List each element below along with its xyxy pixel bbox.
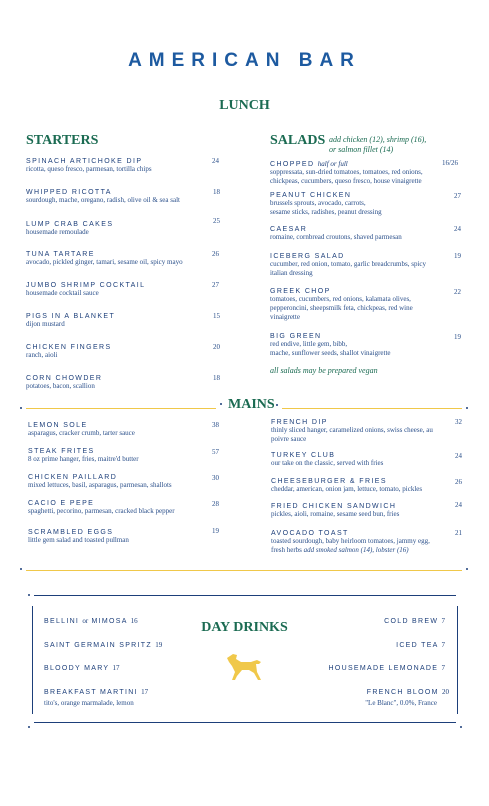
drink-price: 7 — [441, 641, 445, 649]
mains-heading: MAINS — [228, 397, 275, 412]
divider-dot — [466, 568, 468, 570]
item-desc: poivre sauce — [271, 435, 307, 443]
drinks-heading: DAY DRINKS — [201, 620, 288, 635]
menu-item — [26, 313, 115, 329]
item-desc: potatoes, bacon, scallion — [26, 382, 95, 390]
item-desc: 8 oz prime hanger, fries, maitre'd butter — [28, 455, 139, 463]
item-desc: thinly sliced hanger, caramelized onions, swiss cheese, au — [271, 426, 433, 434]
item-desc: mache, sunflower seeds, shallot vinaigrette — [270, 349, 391, 357]
item-desc: spaghetti, pecorino, parmesan, cracked black pepper — [28, 507, 175, 515]
item-name: PEANUT CHICKEN — [270, 192, 352, 199]
item-addon: add smoked salmon (14), lobster (16) — [303, 546, 409, 554]
item-name: CHOPPED — [270, 161, 315, 168]
item-desc: sourdough, mache, oregano, radish, olive oil & sea salt — [26, 196, 180, 204]
item-name: LEMON SOLE — [28, 422, 88, 429]
menu-item — [271, 452, 383, 468]
item-desc: cheddar, american, onion jam, lettuce, tomato, pickles — [271, 485, 423, 493]
drink-price: 17 — [112, 664, 120, 672]
item-price: 24 — [212, 157, 219, 165]
item-name-note: half or full — [317, 160, 348, 168]
item-name: FRENCH DIP — [271, 419, 328, 426]
box-dot — [460, 726, 462, 728]
salads-heading: SALADS — [270, 133, 326, 148]
item-price: 27 — [454, 192, 461, 200]
item-price: 21 — [455, 529, 462, 537]
item-desc: soppressata, sun-dried tomatoes, tomatoes, red onions, — [270, 168, 423, 176]
menu-item — [270, 226, 402, 242]
menu-item — [26, 282, 145, 298]
drink-item — [44, 688, 148, 696]
item-name: CHICKEN PAILLARD — [28, 474, 118, 481]
item-desc: ranch, aioli — [26, 351, 58, 359]
menu-item — [271, 503, 399, 519]
item-name: CHICKEN FINGERS — [26, 344, 112, 351]
item-desc: little gem salad and toasted pullman — [28, 536, 129, 544]
item-desc: avocado, pickled ginger, tamari, sesame oil, spicy mayo — [26, 258, 183, 266]
item-desc: toasted sourdough, baby heirloom tomatoes, jammy egg, — [271, 537, 430, 545]
drink-name: BELLINI — [44, 618, 80, 625]
menu-item — [26, 251, 183, 267]
item-price: 57 — [212, 448, 219, 456]
item-name: CAESAR — [270, 226, 308, 233]
item-price: 30 — [212, 474, 219, 482]
item-price: 19 — [212, 527, 219, 535]
drink-item — [44, 617, 138, 625]
drink-price: 19 — [155, 641, 163, 649]
box-dot — [28, 726, 30, 728]
item-desc: pepperoncini, sheepsmilk feta, chickpeas, red wine — [270, 304, 413, 312]
item-price: 26 — [455, 478, 462, 486]
salads-note-line: add chicken (12), shrimp (16), — [329, 135, 427, 144]
item-desc: red endive, little gem, bibb, — [270, 340, 348, 348]
drink-sep: or — [82, 617, 89, 625]
item-price: 16/26 — [442, 159, 458, 167]
drink-item — [329, 664, 446, 672]
menu-item — [271, 419, 433, 444]
mains-divider-left — [26, 408, 216, 409]
drink-price: 7 — [441, 617, 445, 625]
item-desc: ricotta, queso fresco, parmesan, tortilla chips — [26, 165, 152, 173]
menu-item — [26, 221, 113, 237]
salads-footer: all salads may be prepared vegan — [270, 366, 378, 375]
drink-item — [384, 617, 445, 625]
item-desc: sesame sticks, radishes, peanut dressing — [270, 208, 382, 216]
item-name: PIGS IN A BLANKET — [26, 313, 116, 320]
lunch-heading: LUNCH — [219, 98, 270, 113]
item-desc: cucumber, red onion, tomato, garlic breadcrumbs, spicy — [270, 260, 427, 268]
menu-item — [26, 189, 180, 205]
item-desc: chickpeas, cucumbers, queso fresco, house vinaigrette — [270, 177, 422, 185]
drink-name: FRENCH BLOOM — [366, 689, 439, 696]
item-desc: brussels sprouts, avocado, carrots, — [270, 199, 366, 207]
item-price: 19 — [454, 252, 461, 260]
menu-item — [271, 478, 422, 494]
item-desc: dijon mustard — [26, 320, 65, 328]
item-desc: romaine, cornbread croutons, shaved parmesan — [270, 233, 402, 241]
item-desc: pickles, aioli, romaine, sesame seed bun, fries — [271, 510, 400, 518]
item-name: FRIED CHICKEN SANDWICH — [271, 503, 397, 510]
item-desc: housemade cocktail sauce — [26, 289, 99, 297]
item-desc: housemade remoulade — [26, 228, 89, 236]
divider-dot — [276, 404, 278, 406]
drink-name: COLD BREW — [384, 618, 439, 625]
item-price: 15 — [213, 312, 220, 320]
salads-note — [329, 135, 426, 155]
drinks-box-bottom — [34, 722, 456, 723]
item-price: 22 — [454, 288, 461, 296]
item-name: CACIO E PEPE — [28, 500, 95, 507]
item-name: TUNA TARTARE — [26, 251, 95, 258]
menu-item — [270, 253, 426, 278]
item-price: 24 — [455, 452, 462, 460]
item-price: 26 — [212, 250, 219, 258]
drink-price: 7 — [441, 664, 445, 672]
menu-item — [270, 160, 423, 186]
menu-item — [28, 474, 172, 490]
item-desc: asparagus, cracker crumb, tarter sauce — [28, 429, 135, 437]
item-price: 25 — [213, 217, 220, 225]
divider-dot — [20, 568, 22, 570]
item-price: 18 — [213, 374, 220, 382]
menu-item — [270, 333, 391, 358]
menu-item — [28, 529, 129, 545]
item-price: 28 — [212, 500, 219, 508]
drink-name: ICED TEA — [396, 642, 439, 649]
item-price: 18 — [213, 188, 220, 196]
item-desc: mixed lettuces, basil, asparagus, parmesan, shallots — [28, 481, 172, 489]
item-price: 24 — [455, 501, 462, 509]
divider-dot — [466, 407, 468, 409]
item-desc: tomatoes, cucumbers, red onions, kalamata olives, — [270, 295, 411, 303]
divider-dot — [220, 403, 222, 405]
drink-price: 16 — [130, 617, 138, 625]
item-name: GREEK CHOP — [270, 288, 331, 295]
item-price: 32 — [455, 418, 462, 426]
drinks-box-top — [34, 595, 456, 596]
drink-desc: "Le Blanc", 0.0%, France — [365, 699, 437, 707]
drink-item — [367, 688, 449, 696]
item-name: CORN CHOWDER — [26, 375, 103, 382]
menu-item — [270, 288, 413, 322]
item-name: CHEESEBURGER & FRIES — [271, 478, 387, 485]
menu-item — [28, 448, 139, 464]
salads-note-line: or salmon fillet (14) — [329, 145, 394, 154]
item-name: SCRAMBLED EGGS — [28, 529, 114, 536]
item-name: ICEBERG SALAD — [270, 253, 345, 260]
mains-divider-right — [282, 408, 462, 409]
item-desc: our take on the classic, served with fries — [271, 459, 384, 467]
drink-price: 20 — [442, 688, 449, 696]
item-name: LUMP CRAB CAKES — [26, 221, 114, 228]
item-price: 19 — [454, 333, 461, 341]
menu-item — [28, 500, 175, 516]
menu-item — [270, 192, 382, 217]
drink-price: 17 — [141, 688, 149, 696]
divider-dot — [20, 407, 22, 409]
drink-item — [396, 641, 445, 649]
menu-item — [26, 344, 112, 360]
drink-name: BLOODY MARY — [44, 665, 110, 672]
page-title: AMERICAN BAR — [128, 50, 361, 71]
drink-desc: tito's, orange marmalade, lemon — [44, 699, 134, 707]
drink-name: MIMOSA — [91, 618, 128, 625]
drink-item — [44, 664, 120, 672]
menu-item — [26, 375, 102, 391]
menu-item — [26, 158, 152, 174]
drink-item — [44, 641, 162, 649]
drink-name: HOUSEMADE LEMONADE — [328, 665, 439, 672]
item-price: 38 — [212, 421, 219, 429]
box-dot — [28, 594, 30, 596]
item-name: JUMBO SHRIMP COCKTAIL — [26, 282, 146, 289]
item-price: 20 — [213, 343, 220, 351]
item-price: 27 — [212, 281, 219, 289]
menu-item — [271, 530, 430, 555]
item-name: TURKEY CLUB — [271, 452, 336, 459]
menu-item — [28, 422, 135, 438]
starters-heading: STARTERS — [26, 133, 99, 148]
item-name: STEAK FRITES — [28, 448, 95, 455]
item-desc: fresh herbs — [271, 546, 302, 554]
item-desc: italian dressing — [270, 269, 313, 277]
item-price: 24 — [454, 225, 461, 233]
mains-bottom-divider — [26, 570, 462, 571]
item-name: WHIPPED RICOTTA — [26, 189, 112, 196]
item-name: AVOCADO TOAST — [271, 530, 349, 537]
drink-name: SAINT GERMAIN SPRITZ — [44, 642, 152, 649]
item-name: BIG GREEN — [270, 333, 322, 340]
item-name: SPINACH ARTICHOKE DIP — [26, 158, 143, 165]
drink-name: BREAKFAST MARTINI — [44, 689, 138, 696]
greyhound-dog-icon — [223, 650, 265, 684]
item-desc: vinaigrette — [270, 313, 300, 321]
